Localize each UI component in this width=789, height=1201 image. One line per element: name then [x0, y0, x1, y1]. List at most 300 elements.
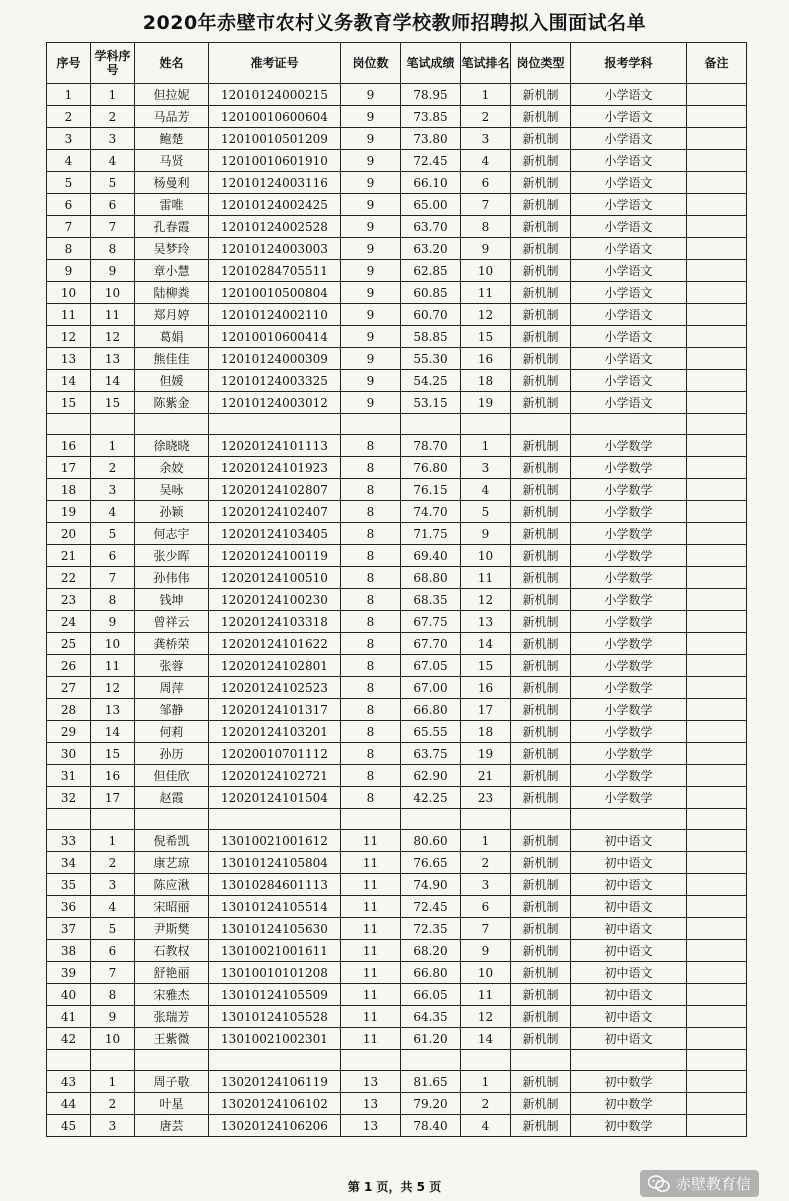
- cell-post-count: 8: [341, 765, 401, 787]
- cell-remarks: [687, 940, 747, 962]
- cell-written-score: 67.00: [401, 677, 461, 699]
- cell-subject: 小学语文: [571, 172, 687, 194]
- cell-subject: 小学语文: [571, 348, 687, 370]
- cell-subject: 初中数学: [571, 1093, 687, 1115]
- cell-subject: 小学语文: [571, 392, 687, 414]
- cell-seq: 16: [47, 435, 91, 457]
- cell-post-count: 8: [341, 589, 401, 611]
- cell-post-type: 新机制: [511, 1071, 571, 1093]
- cell-written-rank: 2: [461, 106, 511, 128]
- cell-post-type: 新机制: [511, 852, 571, 874]
- table-row: [47, 216, 747, 238]
- cell-seq: 30: [47, 743, 91, 765]
- cell-subject-seq: 7: [91, 567, 135, 589]
- cell-remarks: [687, 194, 747, 216]
- cell-subject-seq: 7: [91, 216, 135, 238]
- cell-written-score: 67.05: [401, 655, 461, 677]
- cell-ticket-number: 12010010500804: [209, 282, 341, 304]
- cell-post-count: 9: [341, 106, 401, 128]
- empty-cell: [461, 809, 511, 830]
- cell-remarks: [687, 984, 747, 1006]
- cell-post-type: 新机制: [511, 260, 571, 282]
- cell-written-rank: 6: [461, 896, 511, 918]
- cell-post-type: 新机制: [511, 523, 571, 545]
- cell-subject-seq: 7: [91, 962, 135, 984]
- cell-post-type: 新机制: [511, 370, 571, 392]
- cell-written-score: 66.05: [401, 984, 461, 1006]
- cell-seq: 42: [47, 1028, 91, 1050]
- cell-post-count: 11: [341, 896, 401, 918]
- cell-subject-seq: 15: [91, 392, 135, 414]
- cell-ticket-number: 12020124101923: [209, 457, 341, 479]
- cell-seq: 28: [47, 699, 91, 721]
- cell-seq: 38: [47, 940, 91, 962]
- cell-post-type: 新机制: [511, 348, 571, 370]
- cell-post-count: 9: [341, 238, 401, 260]
- cell-seq: 4: [47, 150, 91, 172]
- cell-ticket-number: 12010124002425: [209, 194, 341, 216]
- cell-seq: 5: [47, 172, 91, 194]
- cell-remarks: [687, 611, 747, 633]
- cell-subject: 小学数学: [571, 523, 687, 545]
- table-row: [47, 172, 747, 194]
- cell-post-count: 11: [341, 852, 401, 874]
- cell-ticket-number: 12020010701112: [209, 743, 341, 765]
- header-name: 姓名: [135, 43, 209, 84]
- cell-subject: 小学数学: [571, 677, 687, 699]
- cell-subject-seq: 17: [91, 787, 135, 809]
- table-row: [47, 150, 747, 172]
- cell-ticket-number: 13010010101208: [209, 962, 341, 984]
- cell-post-type: 新机制: [511, 721, 571, 743]
- cell-post-count: 8: [341, 699, 401, 721]
- cell-post-count: 11: [341, 874, 401, 896]
- cell-written-score: 78.95: [401, 84, 461, 106]
- cell-written-score: 72.45: [401, 896, 461, 918]
- header-written-score: 笔试成绩: [401, 43, 461, 84]
- cell-subject-seq: 15: [91, 743, 135, 765]
- cell-name: 孔春霞: [135, 216, 209, 238]
- empty-cell: [341, 1050, 401, 1071]
- cell-written-score: 72.35: [401, 918, 461, 940]
- cell-subject-seq: 12: [91, 326, 135, 348]
- cell-subject: 小学数学: [571, 589, 687, 611]
- cell-written-score: 76.65: [401, 852, 461, 874]
- empty-cell: [47, 1050, 91, 1071]
- cell-subject: 小学数学: [571, 743, 687, 765]
- candidate-table: [46, 42, 747, 1137]
- cell-remarks: [687, 699, 747, 721]
- cell-name: 王紫微: [135, 1028, 209, 1050]
- cell-subject: 小学数学: [571, 721, 687, 743]
- cell-post-count: 11: [341, 1028, 401, 1050]
- cell-subject: 小学数学: [571, 655, 687, 677]
- cell-subject: 小学语文: [571, 326, 687, 348]
- empty-cell: [341, 809, 401, 830]
- cell-post-type: 新机制: [511, 238, 571, 260]
- cell-post-count: 9: [341, 128, 401, 150]
- cell-written-score: 68.80: [401, 567, 461, 589]
- cell-written-score: 73.85: [401, 106, 461, 128]
- header-seq: 序号: [47, 43, 91, 84]
- cell-post-type: 新机制: [511, 1093, 571, 1115]
- cell-written-rank: 11: [461, 567, 511, 589]
- cell-seq: 36: [47, 896, 91, 918]
- cell-name: 吴梦玲: [135, 238, 209, 260]
- cell-written-score: 63.75: [401, 743, 461, 765]
- cell-subject-seq: 1: [91, 1071, 135, 1093]
- cell-remarks: [687, 326, 747, 348]
- empty-cell: [687, 809, 747, 830]
- cell-remarks: [687, 435, 747, 457]
- cell-subject-seq: 16: [91, 765, 135, 787]
- cell-post-type: 新机制: [511, 435, 571, 457]
- cell-subject-seq: 3: [91, 1115, 135, 1137]
- cell-post-count: 8: [341, 633, 401, 655]
- cell-written-rank: 3: [461, 457, 511, 479]
- table-row: [47, 852, 747, 874]
- cell-name: 周萍: [135, 677, 209, 699]
- cell-subject: 小学数学: [571, 611, 687, 633]
- table-row: [47, 633, 747, 655]
- cell-ticket-number: 12020124100119: [209, 545, 341, 567]
- cell-subject: 小学数学: [571, 501, 687, 523]
- cell-written-score: 53.15: [401, 392, 461, 414]
- cell-ticket-number: 13010124105509: [209, 984, 341, 1006]
- table-row: [47, 699, 747, 721]
- cell-subject: 初中语文: [571, 918, 687, 940]
- cell-ticket-number: 12010124003012: [209, 392, 341, 414]
- watermark: [640, 1170, 759, 1197]
- cell-seq: 45: [47, 1115, 91, 1137]
- cell-written-rank: 1: [461, 435, 511, 457]
- cell-seq: 7: [47, 216, 91, 238]
- cell-written-rank: 19: [461, 392, 511, 414]
- table-row: [47, 128, 747, 150]
- cell-post-count: 11: [341, 918, 401, 940]
- cell-post-count: 8: [341, 611, 401, 633]
- cell-post-count: 9: [341, 348, 401, 370]
- cell-written-score: 66.80: [401, 699, 461, 721]
- cell-subject: 小学数学: [571, 545, 687, 567]
- cell-post-count: 8: [341, 721, 401, 743]
- cell-post-type: 新机制: [511, 1006, 571, 1028]
- cell-remarks: [687, 172, 747, 194]
- cell-written-rank: 15: [461, 655, 511, 677]
- cell-name: 龚桥荣: [135, 633, 209, 655]
- cell-subject-seq: 2: [91, 106, 135, 128]
- cell-written-score: 80.60: [401, 830, 461, 852]
- cell-seq: 37: [47, 918, 91, 940]
- cell-ticket-number: 13010021002301: [209, 1028, 341, 1050]
- cell-seq: 41: [47, 1006, 91, 1028]
- page-footer: 第 1 页，共 5 页: [347, 1180, 442, 1194]
- group-separator-row: [47, 414, 747, 435]
- table-row: [47, 896, 747, 918]
- table-row: [47, 457, 747, 479]
- cell-post-count: 9: [341, 326, 401, 348]
- cell-name: 赵霞: [135, 787, 209, 809]
- cell-ticket-number: 13010021001611: [209, 940, 341, 962]
- cell-written-rank: 16: [461, 348, 511, 370]
- table-row: [47, 940, 747, 962]
- cell-remarks: [687, 1093, 747, 1115]
- cell-ticket-number: 13010124105630: [209, 918, 341, 940]
- cell-subject-seq: 5: [91, 523, 135, 545]
- cell-post-count: 9: [341, 150, 401, 172]
- cell-subject-seq: 4: [91, 150, 135, 172]
- cell-written-rank: 12: [461, 589, 511, 611]
- cell-post-count: 8: [341, 501, 401, 523]
- cell-subject-seq: 13: [91, 699, 135, 721]
- cell-post-count: 13: [341, 1115, 401, 1137]
- cell-name: 曾祥云: [135, 611, 209, 633]
- cell-written-score: 68.35: [401, 589, 461, 611]
- cell-written-rank: 14: [461, 633, 511, 655]
- cell-subject-seq: 5: [91, 172, 135, 194]
- cell-seq: 12: [47, 326, 91, 348]
- header-subject: 报考学科: [571, 43, 687, 84]
- cell-seq: 13: [47, 348, 91, 370]
- cell-subject-seq: 5: [91, 918, 135, 940]
- cell-subject-seq: 14: [91, 721, 135, 743]
- cell-remarks: [687, 84, 747, 106]
- cell-subject: 初中语文: [571, 962, 687, 984]
- cell-post-type: 新机制: [511, 1115, 571, 1137]
- cell-post-type: 新机制: [511, 128, 571, 150]
- cell-seq: 24: [47, 611, 91, 633]
- cell-name: 但媛: [135, 370, 209, 392]
- cell-subject: 小学数学: [571, 787, 687, 809]
- cell-written-score: 65.00: [401, 194, 461, 216]
- table-row: [47, 1028, 747, 1050]
- cell-post-count: 8: [341, 435, 401, 457]
- cell-subject: 初中语文: [571, 984, 687, 1006]
- cell-written-score: 74.90: [401, 874, 461, 896]
- cell-ticket-number: 12010124000309: [209, 348, 341, 370]
- cell-remarks: [687, 1028, 747, 1050]
- cell-post-type: 新机制: [511, 1028, 571, 1050]
- cell-written-score: 61.20: [401, 1028, 461, 1050]
- wechat-icon: [648, 1175, 670, 1193]
- empty-cell: [401, 1050, 461, 1071]
- empty-cell: [571, 1050, 687, 1071]
- cell-subject: 小学数学: [571, 457, 687, 479]
- cell-seq: 34: [47, 852, 91, 874]
- cell-name: 倪希凯: [135, 830, 209, 852]
- cell-name: 杨曼利: [135, 172, 209, 194]
- cell-subject-seq: 6: [91, 545, 135, 567]
- group-separator-row: [47, 809, 747, 830]
- cell-ticket-number: 12020124101622: [209, 633, 341, 655]
- cell-post-type: 新机制: [511, 282, 571, 304]
- header-subject-seq: 学科序号: [91, 43, 135, 84]
- cell-seq: 33: [47, 830, 91, 852]
- cell-subject-seq: 2: [91, 457, 135, 479]
- cell-post-type: 新机制: [511, 677, 571, 699]
- cell-seq: 40: [47, 984, 91, 1006]
- cell-written-rank: 2: [461, 852, 511, 874]
- page-title: 2020年赤壁市农村义务教育学校教师招聘拟入围面试名单: [142, 12, 647, 34]
- cell-written-rank: 10: [461, 260, 511, 282]
- cell-remarks: [687, 348, 747, 370]
- cell-subject-seq: 9: [91, 260, 135, 282]
- cell-remarks: [687, 304, 747, 326]
- cell-post-count: 9: [341, 194, 401, 216]
- cell-post-count: 11: [341, 830, 401, 852]
- cell-subject: 初中语文: [571, 940, 687, 962]
- cell-seq: 19: [47, 501, 91, 523]
- cell-written-rank: 7: [461, 194, 511, 216]
- cell-ticket-number: 12010284705511: [209, 260, 341, 282]
- empty-cell: [401, 414, 461, 435]
- cell-subject: 初中语文: [571, 896, 687, 918]
- cell-subject-seq: 6: [91, 194, 135, 216]
- cell-ticket-number: 13010284601113: [209, 874, 341, 896]
- cell-post-type: 新机制: [511, 457, 571, 479]
- cell-post-type: 新机制: [511, 655, 571, 677]
- cell-name: 但佳欣: [135, 765, 209, 787]
- cell-written-score: 63.20: [401, 238, 461, 260]
- cell-post-count: 11: [341, 984, 401, 1006]
- cell-post-count: 11: [341, 962, 401, 984]
- cell-subject: 小学数学: [571, 633, 687, 655]
- cell-post-count: 8: [341, 787, 401, 809]
- empty-cell: [209, 1050, 341, 1071]
- table-row: [47, 392, 747, 414]
- table-row: [47, 765, 747, 787]
- cell-written-score: 78.40: [401, 1115, 461, 1137]
- cell-seq: 17: [47, 457, 91, 479]
- cell-remarks: [687, 238, 747, 260]
- cell-name: 雷唯: [135, 194, 209, 216]
- cell-written-score: 73.80: [401, 128, 461, 150]
- cell-subject-seq: 3: [91, 479, 135, 501]
- cell-ticket-number: 12020124101504: [209, 787, 341, 809]
- cell-subject-seq: 8: [91, 984, 135, 1006]
- table-row: [47, 611, 747, 633]
- cell-subject: 小学语文: [571, 150, 687, 172]
- table-row: [47, 1115, 747, 1137]
- cell-ticket-number: 13010021001612: [209, 830, 341, 852]
- cell-ticket-number: 12020124102523: [209, 677, 341, 699]
- cell-post-count: 9: [341, 84, 401, 106]
- cell-name: 葛娟: [135, 326, 209, 348]
- cell-name: 马贤: [135, 150, 209, 172]
- cell-post-count: 8: [341, 457, 401, 479]
- cell-remarks: [687, 501, 747, 523]
- cell-subject-seq: 10: [91, 633, 135, 655]
- cell-subject: 小学数学: [571, 699, 687, 721]
- cell-ticket-number: 12010010601910: [209, 150, 341, 172]
- cell-seq: 11: [47, 304, 91, 326]
- table-row: [47, 1071, 747, 1093]
- cell-subject: 小学语文: [571, 84, 687, 106]
- cell-remarks: [687, 216, 747, 238]
- cell-post-type: 新机制: [511, 479, 571, 501]
- cell-name: 尹斯樊: [135, 918, 209, 940]
- empty-cell: [91, 1050, 135, 1071]
- cell-remarks: [687, 721, 747, 743]
- cell-name: 陆柳粪: [135, 282, 209, 304]
- cell-written-score: 67.75: [401, 611, 461, 633]
- cell-post-count: 8: [341, 523, 401, 545]
- table-row: [47, 721, 747, 743]
- cell-subject: 小学语文: [571, 260, 687, 282]
- cell-post-type: 新机制: [511, 874, 571, 896]
- cell-seq: 3: [47, 128, 91, 150]
- cell-seq: 22: [47, 567, 91, 589]
- cell-remarks: [687, 765, 747, 787]
- empty-cell: [461, 1050, 511, 1071]
- empty-cell: [687, 1050, 747, 1071]
- cell-name: 张瑞芳: [135, 1006, 209, 1028]
- cell-subject: 小学语文: [571, 216, 687, 238]
- cell-subject: 小学语文: [571, 282, 687, 304]
- cell-subject: 小学数学: [571, 765, 687, 787]
- empty-cell: [687, 414, 747, 435]
- cell-ticket-number: 12020124103201: [209, 721, 341, 743]
- cell-subject: 初中语文: [571, 1028, 687, 1050]
- cell-subject-seq: 14: [91, 370, 135, 392]
- cell-post-type: 新机制: [511, 962, 571, 984]
- empty-cell: [571, 414, 687, 435]
- cell-remarks: [687, 523, 747, 545]
- empty-cell: [461, 414, 511, 435]
- cell-seq: 21: [47, 545, 91, 567]
- cell-post-type: 新机制: [511, 896, 571, 918]
- cell-written-score: 60.85: [401, 282, 461, 304]
- cell-post-type: 新机制: [511, 304, 571, 326]
- table-row: [47, 523, 747, 545]
- cell-remarks: [687, 830, 747, 852]
- cell-remarks: [687, 633, 747, 655]
- cell-ticket-number: 13010124105514: [209, 896, 341, 918]
- cell-ticket-number: 13020124106119: [209, 1071, 341, 1093]
- empty-cell: [511, 414, 571, 435]
- cell-remarks: [687, 962, 747, 984]
- cell-post-count: 8: [341, 479, 401, 501]
- cell-subject: 小学语文: [571, 106, 687, 128]
- cell-written-score: 76.15: [401, 479, 461, 501]
- header-ticket-number: 准考证号: [209, 43, 341, 84]
- cell-written-rank: 8: [461, 216, 511, 238]
- cell-ticket-number: 12020124103405: [209, 523, 341, 545]
- table-row: [47, 677, 747, 699]
- cell-seq: 18: [47, 479, 91, 501]
- empty-cell: [401, 809, 461, 830]
- cell-written-rank: 10: [461, 545, 511, 567]
- cell-post-count: 9: [341, 370, 401, 392]
- table-row: [47, 1006, 747, 1028]
- cell-seq: 1: [47, 84, 91, 106]
- cell-remarks: [687, 260, 747, 282]
- empty-cell: [571, 809, 687, 830]
- cell-ticket-number: 12010010600604: [209, 106, 341, 128]
- cell-written-rank: 23: [461, 787, 511, 809]
- cell-subject-seq: 6: [91, 940, 135, 962]
- cell-name: 陈应湫: [135, 874, 209, 896]
- table-row: [47, 787, 747, 809]
- cell-ticket-number: 12020124103318: [209, 611, 341, 633]
- cell-remarks: [687, 150, 747, 172]
- cell-remarks: [687, 743, 747, 765]
- cell-post-type: 新机制: [511, 545, 571, 567]
- cell-written-score: 65.55: [401, 721, 461, 743]
- table-body: [47, 84, 747, 1137]
- cell-name: 孙颖: [135, 501, 209, 523]
- table-row: [47, 918, 747, 940]
